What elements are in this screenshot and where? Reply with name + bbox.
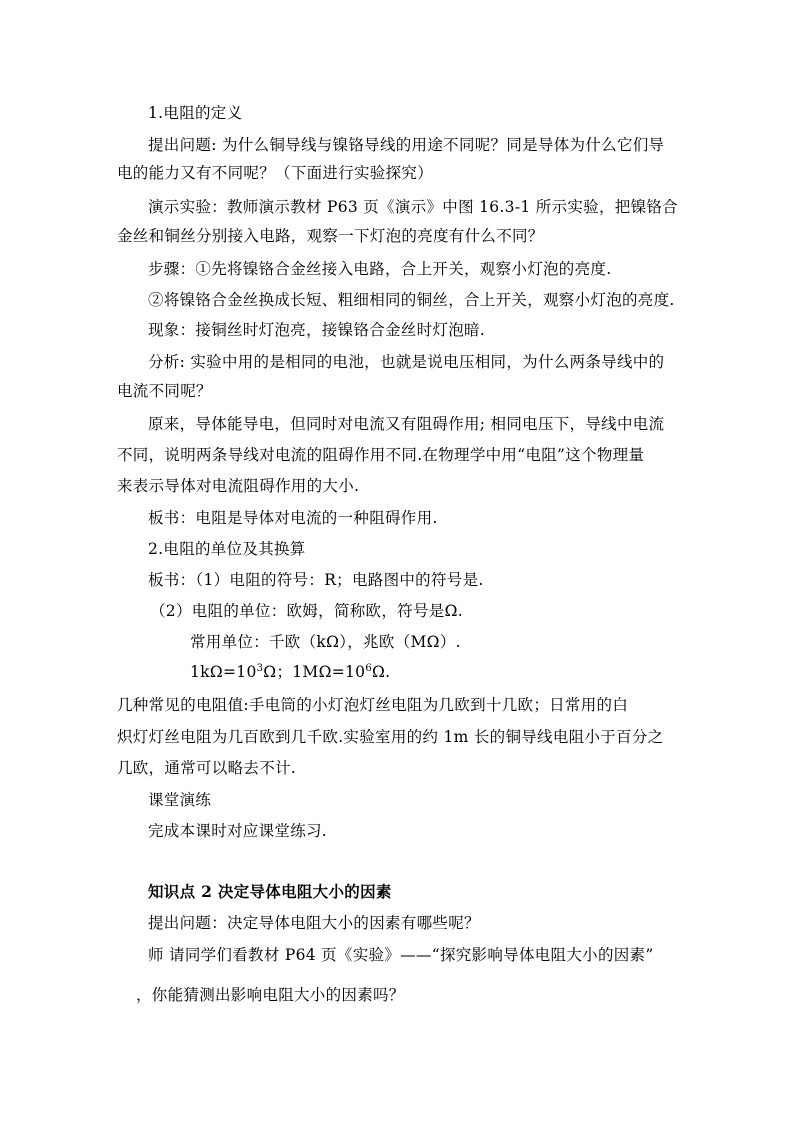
paragraph-line: 炽灯灯丝电阻为几百欧到几千欧.实验室用的约 1m 长的铜导线电阻小于百分之 [117,728,664,746]
paragraph-line: 提出问题：决定导体电阻大小的因素有哪些呢？ [148,914,480,932]
paragraph-line: 提出问题: 为什么铜导线与镍铬导线的用途不同呢？同是导体为什么它们导 [148,136,665,154]
paragraph-line: 板书：电阻是导体对电流的一种阻碍作用. [148,509,438,527]
paragraph-line: 几欧，通常可以略去不计. [117,759,297,777]
unit-conversion-line [190,662,390,682]
conversion-part-1: 1kΩ=10 [190,663,257,681]
paragraph-line: 步骤：①先将镍铬合金丝接入电路，合上开关，观察小灯泡的亮度. [148,260,612,278]
conversion-part-3: Ω. [372,663,391,681]
paragraph-line: 分析: 实验中用的是相同的电池，也就是说电压相同，为什么两条导线中的 [148,353,665,371]
paragraph-line: 不同，说明两条导线对电流的阻碍作用不同.在物理学中用“电阻”这个物理量 [117,446,645,464]
paragraph-line: ，你能猜测出影响电阻大小的因素吗？ [136,986,405,1004]
paragraph-line: 常用单位：千欧（kΩ），兆欧（MΩ）. [190,633,461,651]
paragraph-line: ②将镍铬合金丝换成长短、粗细相同的铜丝，合上开关，观察小灯泡的亮度. [148,291,675,309]
paragraph-line: （2）电阻的单位：欧姆，简称欧，符号是Ω. [150,602,463,620]
heading-knowledge-point-2: 知识点 2 决定导体电阻大小的因素 [148,882,392,901]
heading-classroom-practice: 课堂演练 [148,791,212,809]
paragraph-line: 现象：接铜丝时灯泡亮，接镍铬合金丝时灯泡暗. [148,321,486,339]
paragraph-line: 电的能力又有不同呢？（下面进行实验探究） [117,164,434,182]
paragraph-line: 完成本课时对应课堂练习. [148,822,328,840]
paragraph-line: 原来，导体能导电，但同时对电流又有阻碍作用; 相同电压下，导线中电流 [148,415,665,433]
conversion-exponent-1: 3 [256,663,264,674]
paragraph-line: 电流不同呢？ [117,382,212,400]
conversion-exponent-2: 6 [365,663,373,674]
heading-resistance-definition: 1.电阻的定义 [148,104,243,122]
heading-resistance-units: 2.电阻的单位及其换算 [148,540,306,558]
paragraph-line: 师 请同学们看教材 P64 页《实验》——“探究影响导体电阻大小的因素” [148,946,654,964]
conversion-part-2: Ω；1MΩ=10 [263,663,366,681]
paragraph-line: 演示实验：教师演示教材 P63 页《演示》中图 16.3-1 所示实验，把镍铬合 [148,198,678,216]
paragraph-line: 来表示导体对电流阻碍作用的大小. [117,477,360,495]
paragraph-line: 金丝和铜丝分别接入电路，观察一下灯泡的亮度有什么不同？ [117,227,544,245]
paragraph-line: 几种常见的电阻值:手电筒的小灯泡灯丝电阻为几欧到十几欧；日常用的白 [117,696,629,714]
paragraph-line: 板书：（1）电阻的符号：R；电路图中的符号是. [148,571,484,589]
